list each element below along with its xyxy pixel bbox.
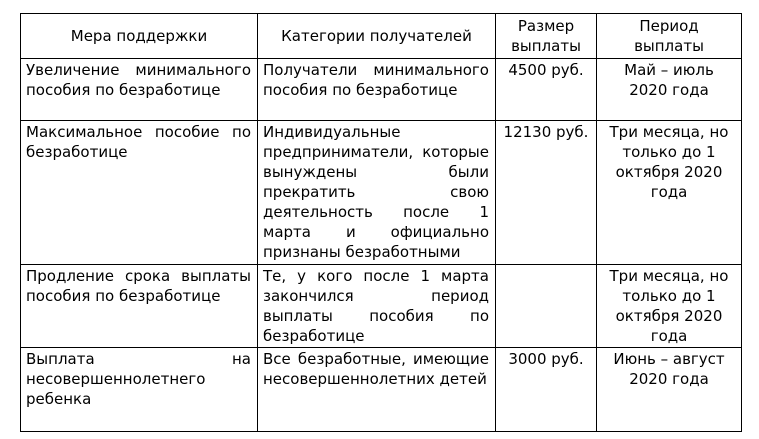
support-measures-table [20,13,742,432]
amount-cell: 3000 руб. [496,348,597,432]
table-row [21,121,742,265]
recipients-cell: Те, у кого после 1 марта закончился период выплаты пособия по безработице [258,265,496,348]
header-amount: Размер выплаты [496,14,597,59]
table-row [21,59,742,121]
amount-cell: 12130 руб. [496,121,597,265]
recipients-cell: Индивидуальные предприниматели, которые вынуждены были прекратить свою деятельность после 1 марта и официально признаны безработными [258,121,496,265]
measure-cell: Продление срока выплаты пособия по безработице [21,265,258,348]
table-row [21,265,742,348]
measure-cell: Выплата на несовершеннолетнего ребенка [21,348,258,432]
header-row [21,14,742,59]
recipients-cell: Все безработные, имеющие несовершеннолетних детей [258,348,496,432]
amount-cell: 4500 руб. [496,59,597,121]
table-row [21,348,742,432]
header-measure: Мера поддержки [21,14,258,59]
measure-cell: Максимальное пособие по безработице [21,121,258,265]
recipients-cell: Получатели минимального пособия по безработице [258,59,496,121]
header-period: Период выплаты [597,14,742,59]
header-recipients: Категории получателей [258,14,496,59]
period-cell: Три месяца, но только до 1 октября 2020 года [597,265,742,348]
amount-cell [496,265,597,348]
measure-cell: Увеличение минимального пособия по безработице [21,59,258,121]
period-cell: Три месяца, но только до 1 октября 2020 года [597,121,742,265]
period-cell: Май – июль 2020 года [597,59,742,121]
period-cell: Июнь – август 2020 года [597,348,742,432]
